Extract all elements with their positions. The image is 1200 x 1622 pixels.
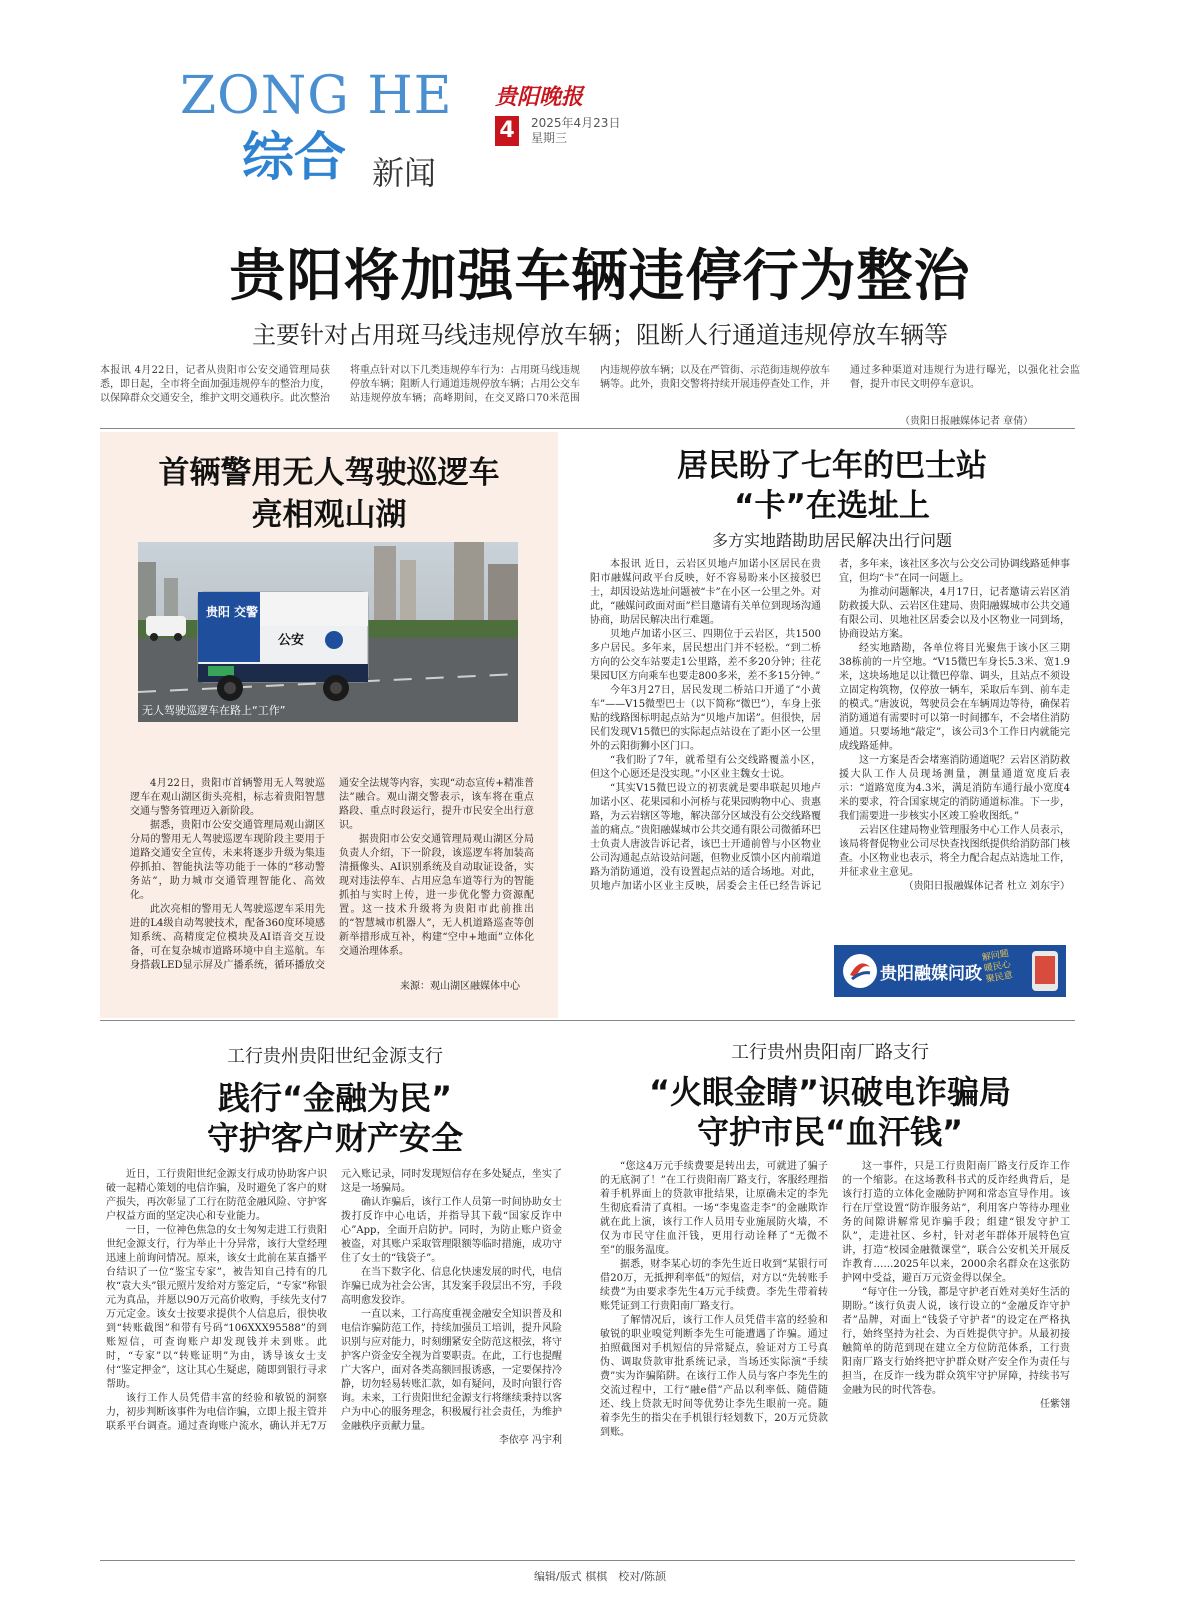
paragraph: 据悉，财李某心切的李先生近日收到“某银行可借20万，无抵押利率低”的短信，对方以“先转账手续费”为由要求李先生4万元手续费。李先生带着转账凭证到工行贵阳南厂路支行。 [600,1259,828,1312]
story-b-title-line1: 居民盼了七年的巴士站 [677,448,987,484]
ad-tags [981,949,1013,986]
divider [100,1020,1075,1021]
story-a-body [130,777,534,982]
masthead-title: 综合 [242,128,347,188]
photo-caption: 无人驾驶巡逻车在路上“工作” [142,704,286,717]
ad-banner[interactable] [834,945,1066,997]
vehicle-label-guiyang: 贵阳 [206,605,231,619]
main-lead-text: 本报讯 4月22日，记者从贵阳市公安交通管理局获悉，即日起，全市将全面加强违规停车的整治力度，以保障群众交通安全，维护文明交通秩序。此次整治将重点针对以下几类违规停车行为：占用斑马线违规停放车辆；阻断人行通道违规停放车辆；占用公交车站违规停放车辆；高峰期间，在交叉路口70米范围内违规停放车辆；以及在严管街、示范街违规停放车辆等。此外，贵阳交警将持续开展违停查处工作，并通过多种渠道对违规行为进行曝光，以强化社会监督，提升市民文明停车意识。 [100,365,1080,404]
main-headline: 贵阳将加强车辆违停行为整治 [229,244,971,309]
paragraph: 据悉，贵阳市公安交通管理局观山湖区分局的警用无人驾驶巡逻车现阶段主要用于道路交通安全宣传，未来将逐步升级为集违停抓拍、智能执法等功能于一体的“移动警务站”，助力城市交通管理智能化、高效化。 [130,820,325,901]
story-b-byline: （贵阳日报融媒体记者 杜立 刘东宇） [903,881,1070,892]
main-subhead: 主要针对占用斑马线违规停放车辆；阻断人行通道违规停放车辆等 [252,321,948,349]
paragraph: 本报讯 近日，云岩区贝地卢加诺小区居民在贵阳市融媒问政平台反映，好不容易盼来小区接驳巴士，却因设站选址问题被“卡”在小区一公里之外。对此，“融媒问政面对面”栏目邀请有关单位到现场沟通协商，助居民解决出行难题。 [590,559,821,626]
paper-info [495,80,675,145]
vehicle-label-police: 公安 [278,633,305,648]
masthead-latin: ZONG HE [180,66,453,126]
story-b-body [590,558,1070,988]
paragraph: 今年3月27日，居民发现二桥站口开通了“小黄车”——V15微型巴士（以下简称“微巴”），车身上张贴的线路图标明起点站为“贝地卢加诺”。但很快，居民们发现V15微巴的实际起点站设在了距小区一公里外的云阳街狮小区门口。 [590,685,821,752]
story-c-body [106,1168,562,1518]
paper-logo: 贵阳晚报 [495,84,584,110]
story-patrol-car [100,432,558,1018]
paragraph: 这一方案是否会堵塞消防通道呢？云岩区消防救援大队工作人员现场测量，测量通道宽度后表示：“道路宽度为4.3米，满足消防车通行最小宽度4米的要求，符合国家规定的消防通道标准。下一步，我们需要进一步核实小区竣工验收图纸。” [839,755,1070,822]
divider [100,1560,1075,1561]
paragraph: 了解情况后，该行工作人员凭借丰富的经验和敏锐的职业嗅觉判断李先生可能遭遇了诈骗。通过拍照截图对手机短信的异常疑点，验证对方工号真伪、调取贷款审批系统记录，当场还实际演“手续费”实为诈骗陷阱。在该行工作人员与客户李先生的交流过程中，工行“融e借”产品以利率低、随借随还、线上贷款无时间等优势让李先生眼前一亮。随着李先生的指尖在手机银行轻划数下，20万元贷款到账。 [600,1315,828,1438]
story-d-body [600,1160,1070,1532]
paragraph: “我们盼了7年，就希望有公交线路覆盖小区，但这个心愿还是没实现。”小区业主魏女士说。 [590,755,821,780]
masthead-news: 新闻 [372,154,437,192]
story-c-title [100,1078,570,1158]
paragraph: 该行工作人员凭借丰富的经验和敏锐的洞察力，初步判断该事件为电信诈骗，立即上报主管并联系平台调查。通过查询账户流水，确认并无7万元入账记录，同时发现短信存在多处疑点，坐实了这是一场骗局。 [106,1169,562,1432]
paragraph: “其实V15微巴设立的初衷就是要串联起贝地卢加诺小区、花果园和小河桥与花果园购物中心、贵惠路，为云岩辖区等地，解决部分区域没有公交线路覆盖的痛点。”贵阳融媒城市公共交通有限公司微循环巴士负责人唐波告诉记者，该巴士开通前曾与小区物业公司沟通起点站设站问题，但物业反馈小区内前端道路为消防通道，没有设置起点站的适合场地。对此，贝地卢加诺小区业主反映，居委会主任已经告诉记者，多年来，该社区多次与公交公司协调线路延伸事宜，但均“卡”在同一问题上。 [590,559,1070,892]
story-b-title [582,446,1082,526]
story-b-title-line2: “卡”在选址上 [734,488,930,524]
story-c-bank: 工行贵州贵阳世纪金源支行 [227,1046,443,1067]
story-d-bank: 工行贵州贵阳南厂路支行 [731,1042,929,1063]
phone-icon [1028,949,1062,993]
paragraph: 云岩区住建局物业管理服务中心工作人员表示，该局将督促物业公司尽快查找图纸提供给消防部门核查。小区物业也表示，将全力配合起点站选址工作，并征求业主意见。 [839,825,1070,878]
footer-credits: 编辑/版式 棋棋 校对/陈颉 [534,1570,666,1583]
story-c-title-line2: 守护客户财产安全 [206,1119,463,1157]
story-a-source: 来源：观山湖区融媒体中心 [400,981,520,992]
paragraph: 经实地踏勘，各单位将目光聚焦于该小区三期38栋前的一片空地。“V15微巴车身长5.3米、宽1.9米，这块场地足以让微巴停靠、调头，且站点不须设立固定构筑物，仅停放一辆车，采取后车到、前车走的模式。”唐波说，驾驶员会在车辆周边等待，确保若消防通道有需要时可以第一时间挪车，不会堵住消防通道。只要场地“敲定”，该公司3个工作日内就能完成线路延伸。 [839,643,1070,752]
paragraph: 此次亮相的警用无人驾驶巡逻车采用先进的L4级自动驾驶技术，配备360度环境感知系统、高精度定位模块及AI语音交互设备，可在复杂城市道路环境中自主巡航。车身搭载LED显示屏及广播系统，循环播放交通安全法规等内容，实现“动态宣传+精准普法”融合。观山湖交警表示，该车将在重点路段、重点时段运行，提升市民安全出行意识。 [130,778,534,971]
main-byline: （贵阳日报融媒体记者 章倩） [900,416,1034,427]
paragraph: 4月22日，贵阳市首辆警用无人驾驶巡逻车在观山湖区街头亮相，标志着贵阳智慧交通与警务管理迈入新阶段。 [130,778,325,817]
story-a-title-line2: 亮相观山湖 [251,497,407,533]
story-d-byline: 任紫翎 [1040,1399,1070,1410]
paragraph: 据贵阳市公安交通管理局观山湖区分局负责人介绍，下一阶段，该巡逻车将加装高清摄像头、AI识别系统及自动取证设备，实现对违法停车、占用应急车道等行为的智能抓拍与实时上传，进一步优化警力资源配置。这一技术升级将为贵阳市此前推出的“智慧城市机器人”，无人机道路巡查等创新举措形成互补，构建“空中+地面”立体化交通治理体系。 [339,834,534,957]
app-logo-icon [840,951,880,991]
ad-title: 贵阳融媒问政 [880,964,982,984]
ad-tag: 聚民意 [985,970,1014,986]
issue-date [531,116,620,146]
page-number: 4 [495,116,519,146]
patrol-car-photo [138,542,518,722]
divider [100,428,1075,429]
paragraph: 为推动问题解决，4月17日，记者邀请云岩区消防救援大队、云岩区住建局、贵阳融媒城市公共交通有限公司、贝地社区居委会以及小区物业一同到场，协商设站方案。 [839,587,1070,640]
date: 2025年4月23日 [531,116,621,130]
story-d-title [590,1072,1070,1152]
police-badge-icon [325,631,343,649]
ad-tag: 暖民心 [983,959,1012,975]
paragraph: 在当下数字化、信息化快速发展的时代，电信诈骗已成为社会公害，其发案手段层出不穷，手段高明愈发狡诈。 [341,1267,562,1306]
weekday: 星期三 [531,131,568,145]
paragraph: 近日，工行贵阳世纪金源支行成功协助客户识破一起精心策划的电信诈骗，及时避免了客户的财产损失，再次彰显了工行在防范金融风险、守护客户权益方面的坚定决心和专业能力。 [106,1169,327,1222]
paragraph: “您这4万元手续费要是转出去，可就进了骗子的无底洞了！”在工行贵阳南厂路支行，客服经理指着手机界面上的贷款审批结果，让原确未定的李先生彻底看清了真相。一场“李鬼盗走李”的金融欺诈就在此上演，该行工作人员用专业施展防火墙，不仅为市民守住血汗钱，更用行动诠释了“无微不至”的服务温度。 [600,1161,828,1256]
story-b-subtitle: 多方实地踏勘助居民解决出行问题 [711,531,952,550]
patrol-car-image [138,542,518,722]
paragraph: 一直以来，工行高度重视金融安全知识普及和电信诈骗防范工作，持续加强员工培训，提升风险识别与应对能力，时刻绷紧安全防范这根弦，将守护客户资金安全视为首要职责。在此，工行也提醒广大客户，面对各类高额回报诱惑，一定要保持冷静，切勿轻易转账汇款，如有疑问，及时向银行咨询。未来，工行贵阳世纪金源支行将继续秉持以客户为中心的服务理念，积极履行社会责任，为维护金融秩序贡献力量。 [341,1309,562,1432]
paragraph: 这一事件，只是工行贵阳南厂路支行反诈工作的一个缩影。在这场教科书式的反诈经典背后，是该行打造的立体化金融防护网和常态宣导作用。该行在厅堂设置“防诈服务站”，利用客户等待办理业务的间隙讲解常见诈骗手段；组建“银发守护工队”，走进社区、乡村，针对老年群体开展特色宣讲，打造“校园金融微课堂”，联合公安机关开展反诈教育……2025年以来，2000余名群众在这张防护网中受益，避百万元资金得以保全。 [842,1161,1070,1284]
ad-tag: 解问题 [981,948,1010,964]
story-a-title-line1: 首辆警用无人驾驶巡逻车 [158,455,500,491]
story-d-title-line1: “火眼金睛”识破电诈骗局 [648,1073,1012,1111]
vehicle-label-traffic: 交警 [234,605,259,619]
paragraph: 贝地卢加诺小区三、四期位于云岩区，共1500多户居民。多年来，居民想出门并不轻松。“到二桥方向的公交车站要走1公里路，差不多20分钟；往花果园U区方向乘车也要走800多米，差不多15分钟。” [590,629,821,682]
paragraph: 一日，一位神色焦急的女士匆匆走进工行贵阳世纪金源支行，行为举止十分异常，该行大堂经理迅速上前询问情况。原来，该女士此前在某直播平台结识了一位“鉴宝专家”，被告知自己持有的几枚“袁大头”银元照片发给对方鉴定后，“专家”称银元为真品，并愿以90万元高价收购，手续先支付7万元定金。该女士按要求提供个人信息后，很快收到“转账截图”和带有号码“106XXX95588”的到账短信，可查询账户却发现钱并未到账。此时，“专家”以“转账证明”为由，诱导该女士支付“鉴定押金”，这让其心生疑虑，随即到银行寻求帮助。 [106,1225,327,1390]
story-d-title-line2: 守护市民“血汗钱” [696,1113,964,1151]
story-a-title [100,452,558,536]
story-c-title-line1: 践行“金融为民” [217,1079,453,1117]
paragraph: “每守住一分钱，都是守护老百姓对美好生活的期盼。”该行负责人说，该行设立的“金融反诈守护者”品牌，对面上“钱袋子守护者”的设定在严格执行，始终坚持为社会、为百姓提供守护。从最初接触简单的防范到现在建立全方位防范体系，工行贵阳南厂路支行始终把守护群众财产安全作为责任与担当，在反诈一线为群众筑牢守护屏障，持续书写金融为民的时代答卷。 [842,1287,1070,1396]
story-c-byline: 李依亭 冯宇利 [498,1435,562,1446]
paragraph: 确认诈骗后，该行工作人员第一时间协助女士拨打反诈中心电话，并指导其下载“国家反诈中心”App，全面开启防护。同时，为防止账户资金被盗，对其账户采取管理限额等临时措施，成功守住了女士的“钱袋子”。 [341,1197,562,1264]
